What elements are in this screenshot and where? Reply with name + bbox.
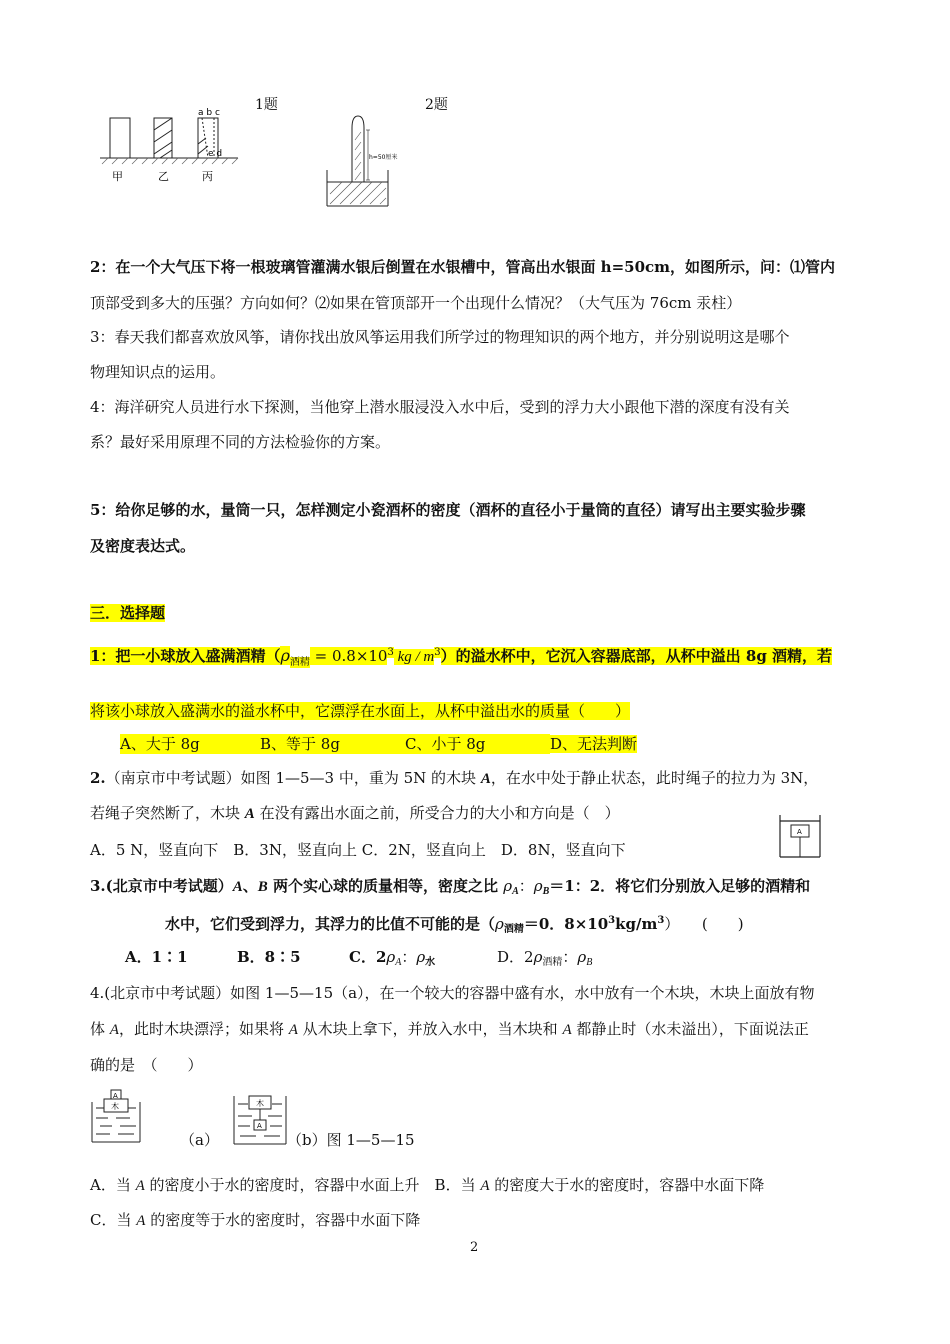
label-yi: 乙 [158,170,169,183]
c2-A1: A [480,771,491,787]
c3-option-c-sub2: 水 [425,957,436,968]
c1-option-b: B、等于 8g [260,734,405,754]
c3-rhoB: ρ [533,877,543,895]
c1-exp: 3 [387,647,394,658]
c1-line-2-wrap [90,701,630,721]
c4-optA-A: A [135,1178,145,1194]
label-ed: e d [208,149,223,159]
c3-B: B [257,879,268,895]
c4-fig-b-caption-wrap [287,1130,415,1150]
q2-line-2: 顶部受到多大的压强？方向如何？⑵如果在管顶部开一个出现什么情况？（大气压为 76cm 汞柱） [90,294,742,312]
c2-A2: A [244,806,255,822]
c4-optC-A: A [136,1213,146,1229]
c3-line-1d: ＝1：2．将它们分别放入足够的酒精和 [549,877,811,895]
question-4 [90,397,790,417]
q5-line-2: 及密度表达式。 [90,537,196,555]
c1-rho: ρ [280,646,290,665]
c2-figure-label: A [797,828,802,836]
choice-4 [90,983,815,1003]
c3-option-d-sub: 酒精 [542,957,563,968]
c1-unit: kg / m [393,649,435,665]
c1-option-c: C、小于 8g [405,734,550,754]
c3-subA: A [512,886,519,897]
question-2 [90,257,835,277]
c2-options: A．5 N，竖直向下 B．3N，竖直向上 C．2N，竖直向上 D．8N，竖直向下 [90,841,626,859]
c3-option-c-sub: A [395,957,402,968]
c4-options-c [90,1210,420,1231]
c3-line-2b: ＝0．8×10 [523,915,609,933]
c3-option-c-pre: C．2 [349,948,387,966]
q5-line-2-wrap [90,536,195,556]
q4-line-2: 系？最好采用原理不同的方法检验你的方案。 [90,433,391,451]
c3-line-2-wrap [165,911,744,940]
c3-option-c-rho: ρ [386,948,396,966]
q4-line-2-wrap [90,432,390,452]
c4-fig-a-A: A [113,1092,118,1100]
c4-figure-b [232,1092,288,1146]
c4-fig-b-wood: 木 [256,1099,264,1108]
c3-colon: ： [518,877,534,895]
c4-optB-A: A [480,1178,490,1194]
c4-fig-a-wood: 木 [111,1102,119,1111]
c4-fig-b-caption: （b）图 1—5—15 [287,1131,415,1149]
c3-line-1c: 两个实心球的质量相等，密度之比 [267,877,504,895]
c4-optC-a: C．当 [90,1211,137,1229]
q3-line-1: 3：春天我们都喜欢放风筝，请你找出放风筝运用我们所学过的物理知识的两个地方，并分别说明这是哪个 [90,328,790,346]
c1-rho-sub: 酒精 [289,657,310,668]
c4-options-ab [90,1175,764,1196]
page-number: 2 [470,1240,479,1255]
c4-optC-b: 的密度等于水的密度时，容器中水面下降 [145,1211,421,1229]
c3-exp2: 3 [657,915,665,926]
c2-line-2-wrap [90,803,620,824]
c1-pre: 1：把一小球放入盛满酒精（ [90,647,281,665]
c3-A: A [232,879,243,895]
c4-optA-a: A．当 [90,1176,136,1194]
label-bing: 丙 [202,170,213,183]
c2-num: 2. [90,769,106,787]
c3-option-d-sub2: B [586,957,593,968]
c4-line-3-wrap [90,1055,203,1075]
c3-line-2a: 水中，它们受到浮力，其浮力的比值不可能的是（ [165,915,496,933]
c3-line-2c: kg/m [615,915,658,933]
q2-line-2-wrap [90,293,741,313]
c2-line-1a: （南京市中考试题）如图 1—5—3 中，重为 5N 的木块 [105,769,481,787]
section-3-title: 三．选择题 [90,604,166,622]
question-5 [90,500,805,520]
c4-line-2c: 从木块上拿下，并放入水中，当木块和 [297,1020,563,1038]
c2-line-2b: 在没有露出水面之前，所受合力的大小和方向是（ ） [254,804,620,822]
c3-line-1a: 3.(北京市中考试题） [90,877,233,895]
c1-option-a: A、大于 8g [120,734,260,754]
c1-eq: = 0.8×10 [309,647,388,665]
figure-2-label: 2题 [425,97,448,113]
label-abc: a b c [198,108,220,118]
c4-fig-b-A: A [257,1122,262,1130]
figure-1-label: 1题 [255,97,278,113]
c4-line-1: 4.(北京市中考试题）如图 1—5—15（a），在一个较大的容器中盛有水，水中放有一个木块，木块上面放有物 [90,984,815,1002]
c2-line-1b: ，在水中处于静止状态，此时绳子的拉力为 3N， [490,769,819,787]
c3-line-2d: ） ( ) [664,915,744,933]
c2-figure [778,813,822,859]
c3-sub-j: 酒精 [503,924,524,935]
q4-line-1: 4：海洋研究人员进行水下探测，当他穿上潜水服浸没入水中后，受到的浮力大小跟他下潜的深度有没有关 [90,398,790,416]
c4-line-2a: 体 [90,1020,110,1038]
q3-line-2: 物理知识点的运用。 [90,363,226,381]
c3-option-d-mid: ： [562,948,578,966]
c3-option-a: A．1∶1 [125,948,188,966]
c3-line-1b: 、 [242,877,258,895]
section-3-heading [90,603,165,623]
question-3 [90,327,790,347]
c3-option-c-mid: ： [401,948,417,966]
c4-A1: A [109,1022,119,1038]
c3-option-d-wrap [497,948,592,966]
c4-fig-a-caption-wrap [180,1130,219,1150]
c3-option-c-rho2: ρ [416,948,426,966]
c3-rhoA: ρ [503,877,513,895]
c3-options [125,947,592,973]
c1-line-2: 将该小球放入盛满水的溢水杯中，它漂浮在水面上，从杯中溢出水的质量（ ） [90,702,631,720]
c4-line-2d: 都静止时（水未溢出），下面说法正 [571,1020,809,1038]
c4-A2: A [288,1022,298,1038]
c1-option-d: D、无法判断 [550,735,638,753]
figure-2-mercury-tube [322,110,422,210]
q3-line-2-wrap [90,362,225,382]
c2-line-2a: 若绳子突然断了，木块 [90,804,245,822]
label-jia: 甲 [112,170,123,183]
c4-line-2-wrap [90,1019,809,1040]
c4-line-2b: ，此时木块漂浮；如果将 [118,1020,289,1038]
q2-line-1: 2：在一个大气压下将一根玻璃管灌满水银后倒置在水银槽中，管高出水银面 h=50cm，如图所示，问：⑴管内 [90,258,836,276]
c1-post: ）的溢水杯中，它沉入容器底部，从杯中溢出 8g 酒精，若 [440,647,833,665]
q5-line-1: 5：给你足够的水，量筒一只，怎样测定小瓷酒杯的密度（酒杯的直径小于量筒的直径）请写出主要实验步骤 [90,501,806,519]
c4-fig-a-caption: （a） [180,1131,219,1149]
c4-figure-a [90,1088,142,1144]
c3-option-b: B．8∶5 [237,948,301,966]
c4-optA-b: 的密度小于水的密度时，容器中水面上升 B．当 [144,1176,481,1194]
c4-optB-b: 的密度大于水的密度时，容器中水面下降 [489,1176,765,1194]
c2-options-wrap [90,840,626,860]
c4-A3: A [562,1022,572,1038]
figure-1-containers [98,104,248,189]
choice-2 [90,768,818,789]
label-h: h=50厘米 [369,154,398,161]
c3-option-d-pre: D．2 [497,948,534,966]
c3-option-d-rho2: ρ [577,948,587,966]
c4-line-3: 确的是 （ ） [90,1056,203,1074]
c1-options [120,734,637,754]
choice-1 [90,643,832,673]
c1-unit-exp: 3 [434,647,441,658]
choice-3 [90,876,810,902]
c3-subB: B [542,886,550,897]
c3-option-d-rho: ρ [533,948,543,966]
c3-rho-j: ρ [495,915,504,933]
c3-exp: 3 [608,915,616,926]
c3-option-c-wrap [349,947,497,973]
